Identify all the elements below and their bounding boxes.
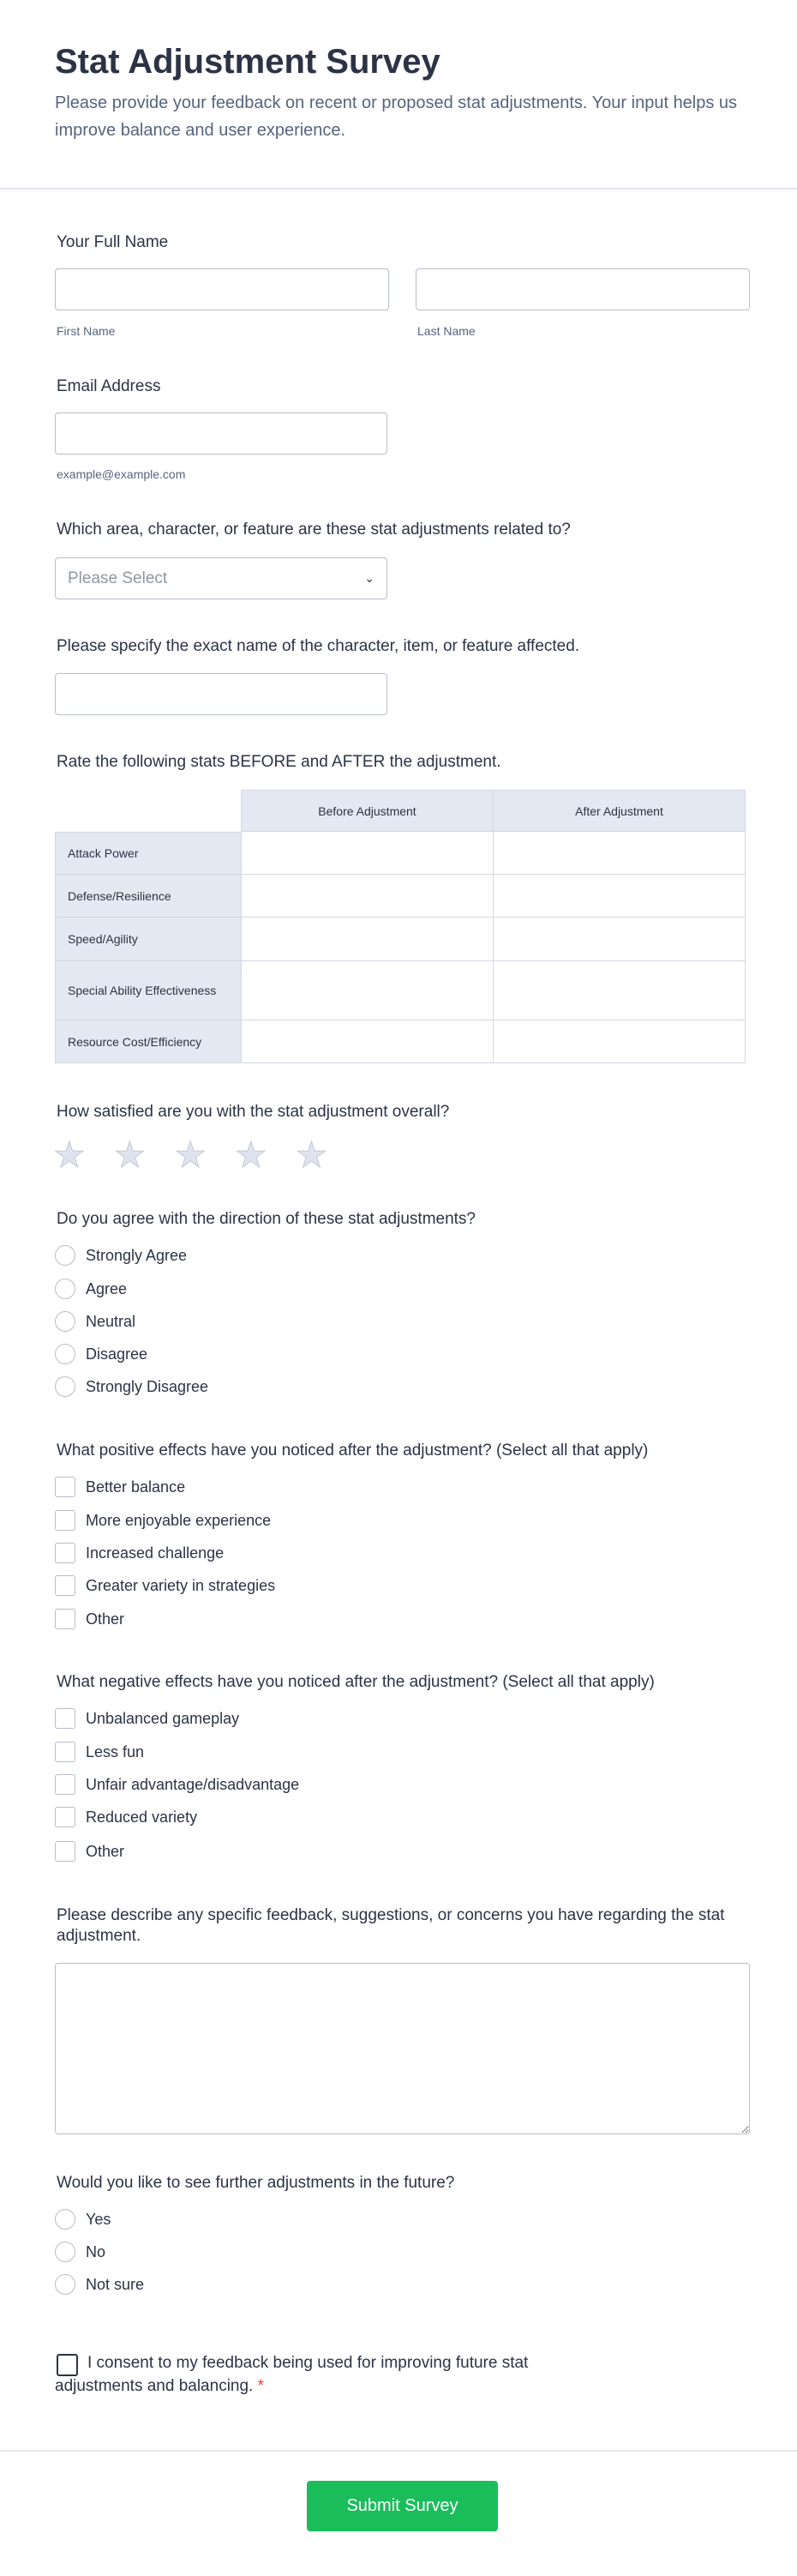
radio-option[interactable]: [55, 1245, 187, 1266]
radio-button[interactable]: [55, 1376, 75, 1397]
radio-option[interactable]: [55, 1376, 208, 1397]
option-label: Greater variety in strategies: [86, 1576, 276, 1594]
option-label: Other: [86, 1610, 125, 1628]
consent-text: I consent to my feedback being used for improving future stat adjustments and balancing.: [55, 2354, 529, 2395]
matrix-cell[interactable]: [494, 961, 746, 1020]
last-name-input[interactable]: [416, 268, 750, 310]
row-label: Resource Cost/Efficiency: [55, 1020, 242, 1063]
option-label: Increased challenge: [86, 1544, 225, 1562]
checkbox-option[interactable]: [55, 1807, 197, 1827]
option-label: Agree: [86, 1279, 128, 1297]
matrix-label: Rate the following stats BEFORE and AFTER the adjustment.: [57, 753, 501, 771]
first-name-input[interactable]: [55, 268, 389, 310]
page-description: Please provide your feedback on recent or proposed stat adjustments. Your input helps us improve balance and user experience.: [55, 93, 738, 140]
radio-option[interactable]: [55, 2209, 111, 2230]
radio-option[interactable]: [55, 1279, 127, 1299]
checkbox[interactable]: [55, 1742, 75, 1762]
option-label: Less fun: [86, 1742, 145, 1760]
checkbox[interactable]: [55, 1575, 75, 1596]
stats-matrix: [55, 790, 746, 1063]
area-select-value: Please Select: [68, 569, 168, 587]
radio-button[interactable]: [55, 2242, 75, 2262]
matrix-cell[interactable]: [242, 1020, 494, 1063]
radio-button[interactable]: [55, 1245, 75, 1266]
checkbox-option[interactable]: [55, 1841, 124, 1862]
checkbox[interactable]: [55, 1609, 75, 1629]
option-label: Strongly Disagree: [86, 1377, 209, 1395]
satisfaction-label: How satisfied are you with the stat adjustment overall?: [57, 1103, 450, 1121]
checkbox[interactable]: [55, 1477, 75, 1497]
star-icon[interactable]: ★: [53, 1135, 86, 1175]
email-label: Email Address: [57, 377, 161, 395]
radio-option[interactable]: [55, 1344, 147, 1364]
option-label: Neutral: [86, 1312, 136, 1330]
area-select[interactable]: [55, 557, 387, 599]
row-label: Special Ability Effectiveness: [55, 961, 242, 1020]
matrix-cell[interactable]: [242, 832, 494, 875]
matrix-cell[interactable]: [242, 961, 494, 1020]
email-input[interactable]: [55, 412, 387, 454]
checkbox[interactable]: [55, 1774, 75, 1795]
option-label: Unbalanced gameplay: [86, 1709, 240, 1727]
star-icon[interactable]: ★: [174, 1135, 207, 1175]
consent-label: [55, 2351, 603, 2398]
email-hint: example@example.com: [57, 467, 186, 481]
option-label: Yes: [86, 2210, 111, 2228]
footer-divider: [0, 2450, 797, 2452]
matrix-cell[interactable]: [494, 875, 746, 918]
checkbox-option[interactable]: [55, 1543, 224, 1563]
specify-input[interactable]: [55, 673, 387, 715]
option-label: Disagree: [86, 1345, 148, 1363]
matrix-cell[interactable]: [494, 918, 746, 961]
column-header: After Adjustment: [494, 790, 746, 832]
submit-button[interactable]: Submit Survey: [307, 2481, 498, 2531]
required-asterisk: *: [257, 2377, 265, 2395]
positive-label: What positive effects have you noticed after the adjustment? (Select all that apply): [57, 1441, 649, 1460]
checkbox[interactable]: [55, 1543, 75, 1563]
last-name-sublabel: Last Name: [417, 324, 476, 338]
row-label: Defense/Resilience: [55, 875, 242, 918]
checkbox-option[interactable]: [55, 1742, 144, 1762]
radio-option[interactable]: [55, 2242, 105, 2262]
radio-button[interactable]: [55, 1279, 75, 1299]
option-label: Unfair advantage/disadvantage: [86, 1775, 300, 1793]
page-title: Stat Adjustment Survey: [55, 43, 440, 81]
option-label: Not sure: [86, 2275, 145, 2293]
star-rating: [53, 1137, 327, 1173]
matrix-cell[interactable]: [494, 832, 746, 875]
checkbox-option[interactable]: [55, 1774, 299, 1795]
divider: [0, 188, 797, 190]
row-label: Speed/Agility: [55, 918, 242, 961]
radio-button[interactable]: [55, 2209, 75, 2230]
checkbox[interactable]: [55, 1510, 75, 1531]
first-name-sublabel: First Name: [57, 324, 116, 338]
checkbox-option[interactable]: [55, 1708, 239, 1729]
matrix-cell[interactable]: [494, 1020, 746, 1063]
option-label: More enjoyable experience: [86, 1511, 272, 1529]
matrix-cell[interactable]: [242, 918, 494, 961]
star-icon[interactable]: ★: [234, 1135, 267, 1175]
option-label: No: [86, 2242, 106, 2260]
negative-label: What negative effects have you noticed after the adjustment? (Select all that apply): [57, 1673, 655, 1691]
row-label: Attack Power: [55, 832, 242, 875]
radio-option[interactable]: [55, 2274, 144, 2295]
checkbox-option[interactable]: [55, 1477, 185, 1497]
radio-option[interactable]: [55, 1311, 135, 1332]
radio-button[interactable]: [55, 2274, 75, 2295]
chevron-down-icon: ⌄: [364, 571, 375, 585]
radio-button[interactable]: [55, 1311, 75, 1332]
further-label: Would you like to see further adjustments in the future?: [57, 2174, 455, 2192]
checkbox-option[interactable]: [55, 1609, 124, 1629]
feedback-textarea[interactable]: [55, 1963, 750, 2134]
matrix-cell[interactable]: [242, 875, 494, 918]
star-icon[interactable]: ★: [113, 1135, 147, 1175]
area-label: Which area, character, or feature are these stat adjustments related to?: [57, 521, 571, 539]
full-name-label: Your Full Name: [57, 233, 169, 251]
checkbox-option[interactable]: [55, 1510, 271, 1531]
column-header: Before Adjustment: [242, 790, 494, 832]
specify-label: Please specify the exact name of the character, item, or feature affected.: [57, 637, 580, 655]
agree-label: Do you agree with the direction of these stat adjustments?: [57, 1210, 476, 1228]
star-icon[interactable]: ★: [295, 1135, 328, 1175]
radio-button[interactable]: [55, 1344, 75, 1364]
checkbox[interactable]: [55, 1807, 75, 1827]
checkbox-option[interactable]: [55, 1575, 275, 1596]
option-label: Better balance: [86, 1478, 186, 1496]
checkbox[interactable]: [55, 1708, 75, 1729]
option-label: Reduced variety: [86, 1808, 198, 1826]
feedback-label: Please describe any specific feedback, suggestions, or concerns you have regarding the stat adjustment.: [57, 1906, 725, 1945]
option-label: Other: [86, 1842, 125, 1860]
option-label: Strongly Agree: [86, 1246, 188, 1264]
checkbox[interactable]: [55, 1841, 75, 1862]
